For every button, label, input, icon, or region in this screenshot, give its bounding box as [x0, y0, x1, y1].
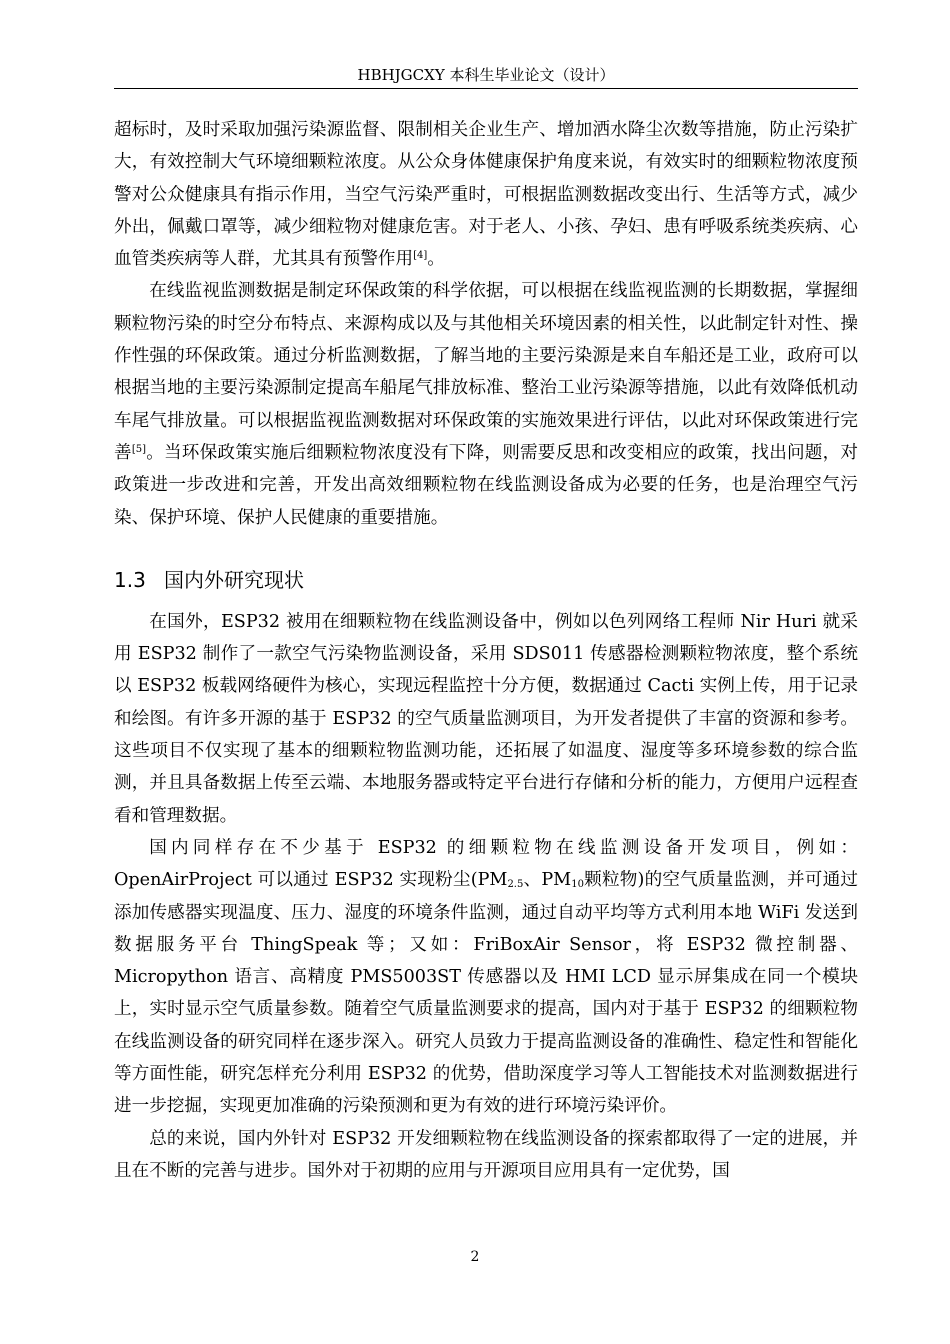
section-heading — [114, 568, 858, 592]
paragraph-text: 在线监视监测数据是制定环保政策的科学依据，可以根据在线监视监测的长期数据，掌握细颗粒物污染的时空分布特点、来源构成以及与其他相关环境因素的相关性，以此制定针对性、操作性强的环保政策。通过分析监测数据，了解当地的主要污染源是来自车船还是工业，政府可以根据当地的主要污染源制定提高车船尾气排放标准、整治工业污染源等措施，以此有效降低机动车尾气排放量。可以根据监视监测数据对环保政策的实施效果进行评估，以此对环保政策进行完善 — [114, 281, 858, 463]
paragraph-text: OpenAirProject 可以通过 ESP32 实现粉尘(PM — [114, 870, 508, 891]
paragraph — [114, 275, 858, 533]
paragraph-text: 颗粒物)的空气质量监测，并可通过添加传感器实现温度、压力、湿度的环境条件监测，通过自动平均等方式利用本地 WiFi 发送到数据服务平台 ThingSpeak 等；又如：FriBoxAir Sensor，将 ESP32 微控制器、Micropython 语言、高精度 PMS5003ST 传感器以及 HMI LCD 显示屏集成在同一个模块上，实时显示空气质量参数。随着空气质量监测要求的提高，国内对于基于 ESP32 的细颗粒物在线监测设备的研究同样在逐步深入。研究人员致力于提高监测设备的准确性、稳定性和智能化等方面性能，研究怎样充分利用 ESP32 的优势，借助深度学习等人工智能技术对监测数据进行进一步挖掘，实现更加准确的污染预测和更为有效的进行环境污染评价。 — [114, 870, 858, 1117]
paragraph-text-tail: 。当环保政策实施后细颗粒物浓度没有下降，则需要反思和改变相应的政策，找出问题，对政策进一步改进和完善，开发出高效细颗粒物在线监测设备成为必要的任务，也是治理空气污染、保护环境、保护人民健康的重要措施。 — [114, 442, 858, 528]
paragraph-text: 、PM — [523, 870, 572, 891]
citation-ref[interactable]: [4] — [413, 250, 428, 262]
paragraph: 在国外，ESP32 被用在细颗粒物在线监测设备中，例如以色列网络工程师 Nir Huri 就采用 ESP32 制作了一款空气污染物监测设备，采用 SDS011 传感器检测颗粒物浓度，整个系统以 ESP32 板载网络硬件为核心，实现远程监控十分方便，数据通过 Cacti 实例上传，用于记录和绘图。有许多开源的基于 ESP32 的空气质量监测项目，为开发者提供了丰富的资源和参考。这些项目不仅实现了基本的细颗粒物监测功能，还拓展了如温度、湿度等多环境参数的综合监测，并且具备数据上传至云端、本地服务器或特定平台进行存储和分析的能力，方便用户远程查看和管理数据。 — [114, 611, 858, 826]
subscript: 10 — [571, 879, 584, 891]
paragraph-continuation — [114, 114, 858, 275]
page-number: 2 — [470, 1249, 480, 1265]
header-rule — [114, 88, 858, 89]
running-header: HBHJGCXY 本科生毕业论文（设计） — [357, 66, 615, 84]
paragraph-text: 超标时，及时采取加强污染源监督、限制相关企业生产、增加洒水降尘次数等措施，防止污染扩大，有效控制大气环境细颗粒浓度。从公众身体健康保护角度来说，有效实时的细颗粒物浓度预警对公众健康具有指示作用，当空气污染严重时，可根据监测数据改变出行、生活等方式，减少外出，佩戴口罩等，减少细粒物对健康危害。对于老人、小孩、孕妇、患有呼吸系统类疾病、心血管类疾病等人群，尤其具有预警作用 — [114, 120, 858, 270]
paragraph-text-tail: 。 — [427, 249, 445, 270]
page-body — [114, 114, 858, 1187]
citation-ref[interactable]: [5] — [131, 443, 146, 455]
subscript: 2.5 — [507, 879, 524, 891]
paragraph: 总的来说，国内外针对 ESP32 开发细颗粒物在线监测设备的探索都取得了一定的进展，并且在不断的完善与进步。国外对于初期的应用与开源项目应用具有一定优势，国 — [114, 1128, 858, 1181]
section-number: 1.3 — [114, 567, 146, 592]
paragraph-first-line: 国内同样存在不少基于 ESP32 的细颗粒物在线监测设备开发项目，例如： — [149, 837, 858, 858]
section-title: 国内外研究现状 — [164, 567, 304, 592]
paragraph — [114, 864, 858, 1122]
